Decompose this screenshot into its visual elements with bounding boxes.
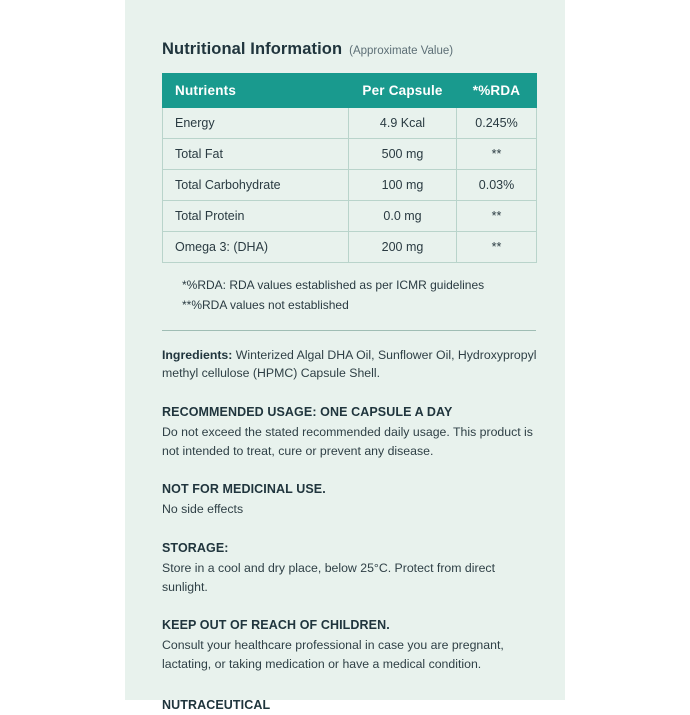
nutrient-per-capsule: 200 mg bbox=[349, 232, 457, 263]
column-header-nutrients: Nutrients bbox=[163, 74, 349, 108]
ingredients-label: Ingredients: bbox=[162, 347, 233, 362]
column-header-per-capsule: Per Capsule bbox=[349, 74, 457, 108]
table-row bbox=[163, 201, 537, 232]
nutrient-name: Total Fat bbox=[163, 139, 349, 170]
table-row bbox=[163, 170, 537, 201]
ingredients-section bbox=[162, 346, 540, 383]
nutrient-rda: ** bbox=[457, 232, 537, 263]
nutrient-per-capsule: 4.9 Kcal bbox=[349, 108, 457, 139]
nutrition-table bbox=[162, 73, 537, 263]
storage-title: STORAGE: bbox=[162, 541, 229, 556]
nutrient-rda: ** bbox=[457, 201, 537, 232]
nutrient-rda: 0.03% bbox=[457, 170, 537, 201]
keep-out-of-reach-title: KEEP OUT OF REACH OF CHILDREN. bbox=[162, 618, 390, 633]
nutrient-rda: 0.245% bbox=[457, 108, 537, 139]
page-title bbox=[162, 40, 532, 59]
nutritional-information-heading: Nutritional Information bbox=[162, 40, 343, 58]
recommended-usage-body: Do not exceed the stated recommended daily usage. This product is not intended to treat, cure or prevent any disease. bbox=[162, 424, 533, 458]
table-row bbox=[163, 139, 537, 170]
nutrient-per-capsule: 100 mg bbox=[349, 170, 457, 201]
table-header-row bbox=[163, 74, 537, 108]
storage-section bbox=[162, 539, 540, 596]
nutrition-label-panel bbox=[125, 0, 565, 712]
recommended-usage-section bbox=[162, 403, 540, 460]
medicinal-use-body: No side effects bbox=[162, 502, 244, 517]
nutrient-per-capsule: 0.0 mg bbox=[349, 201, 457, 232]
medicinal-use-section bbox=[162, 480, 540, 519]
footnote-rda-established: *%RDA: RDA values established as per ICMR guidelines bbox=[182, 278, 485, 292]
keep-out-of-reach-section bbox=[162, 616, 540, 673]
nutrient-name: Energy bbox=[163, 108, 349, 139]
column-header-rda: *%RDA bbox=[457, 74, 537, 108]
footnote-rda-not-established: **%RDA values not established bbox=[182, 297, 349, 312]
nutrient-rda: ** bbox=[457, 139, 537, 170]
approximate-value-note: (Approximate Value) bbox=[349, 45, 454, 57]
nutraceutical-title: NUTRACEUTICAL bbox=[162, 697, 271, 712]
recommended-usage-title: RECOMMENDED USAGE: ONE CAPSULE A DAY bbox=[162, 404, 453, 419]
section-divider bbox=[162, 330, 536, 331]
ingredients-text: Winterized Algal DHA Oil, Sunflower Oil, Hydroxypropyl methyl cellulose (HPMC) Capsule Shell. bbox=[162, 347, 537, 381]
nutraceutical-section bbox=[162, 696, 540, 715]
storage-body: Store in a cool and dry place, below 25°C. Protect from direct sunlight. bbox=[162, 561, 495, 594]
nutrient-name: Omega 3: (DHA) bbox=[163, 232, 349, 263]
keep-out-of-reach-body: Consult your healthcare professional in case you are pregnant, lactating, or taking medication or have a medical condition. bbox=[162, 638, 504, 672]
nutrient-name: Total Protein bbox=[163, 201, 349, 232]
table-row bbox=[163, 232, 537, 263]
table-footnotes bbox=[182, 276, 532, 316]
table-row bbox=[163, 108, 537, 139]
medicinal-use-title: NOT FOR MEDICINAL USE. bbox=[162, 482, 326, 497]
nutrient-per-capsule: 500 mg bbox=[349, 139, 457, 170]
nutrient-name: Total Carbohydrate bbox=[163, 170, 349, 201]
